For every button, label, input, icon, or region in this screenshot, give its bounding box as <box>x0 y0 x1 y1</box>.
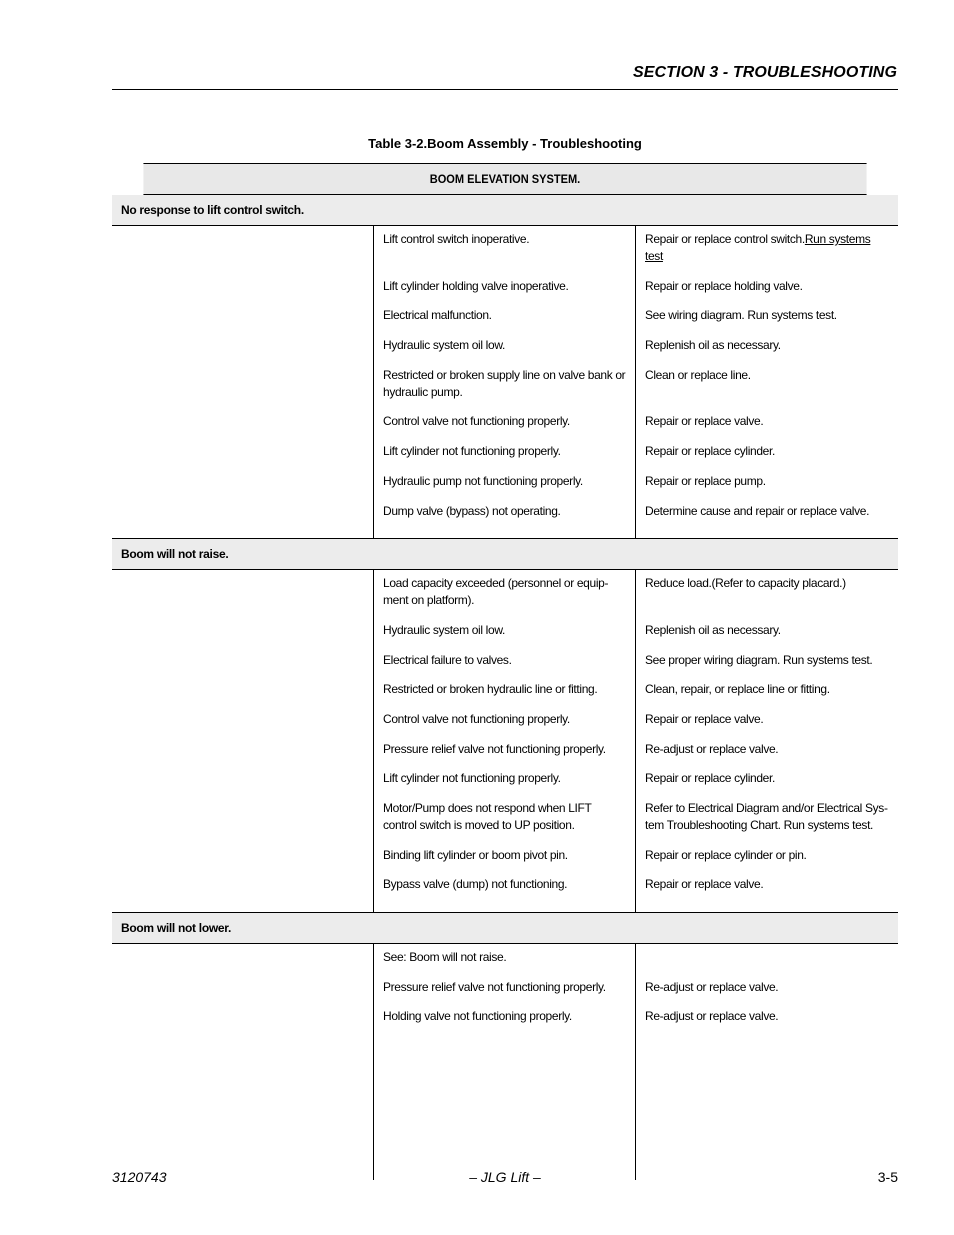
cause-cell: Motor/Pump does not respond when LIFT control switch is moved to UP position. <box>383 801 592 832</box>
remedy-column <box>636 226 898 538</box>
problem-column <box>112 226 374 538</box>
problem-group <box>112 570 898 913</box>
remedy-text: See wiring diagram. Run systems test. <box>645 308 837 323</box>
cause-cell: Hydraulic system oil low. <box>383 338 505 353</box>
problem-label: Boom will not raise. <box>121 547 229 562</box>
problem-header <box>112 195 898 226</box>
remedy-cell <box>645 847 890 864</box>
troubleshooting-table <box>112 163 898 1180</box>
remedy-text: Replenish oil as necessary. <box>645 622 781 637</box>
remedy-cell <box>645 503 890 520</box>
cause-cell: Dump valve (bypass) not operating. <box>383 503 561 518</box>
problem-label: No response to lift control switch. <box>121 203 304 217</box>
remedy-text: Repair or replace cylinder. <box>645 444 775 459</box>
remedy-text: Repair or replace valve. <box>645 711 764 726</box>
remedy-text: Repair or replace pump. <box>645 473 766 488</box>
footer-brand: – JLG Lift – <box>469 1169 541 1185</box>
header-rule <box>112 89 898 90</box>
remedy-cell <box>645 473 890 490</box>
remedy-cell <box>645 231 890 265</box>
doc-number: 3120743 <box>112 1169 167 1185</box>
cause-cell: See: Boom will not raise. <box>383 950 507 965</box>
table-body <box>112 195 898 1180</box>
cause-cell: Control valve not functioning properly. <box>383 711 570 726</box>
remedy-cell <box>645 337 890 354</box>
remedy-cell <box>645 876 890 893</box>
remedy-text: See proper wiring diagram. Run systems test. <box>645 652 873 667</box>
remedy-text: Refer to Electrical Diagram and/or Electrical Sys-tem Troubleshooting Chart. Run systems test. <box>645 801 888 832</box>
problem-column <box>112 944 374 1180</box>
cause-cell: Pressure relief valve not functioning properly. <box>383 741 606 756</box>
remedy-cell <box>645 800 890 834</box>
remedy-text: Clean, repair, or replace line or fitting. <box>645 682 830 697</box>
remedy-text: Repair or replace cylinder. <box>645 771 775 786</box>
cause-cell: Lift cylinder not functioning properly. <box>383 771 561 786</box>
page-number: 3-5 <box>877 1169 898 1185</box>
cause-cell: Pressure relief valve not functioning properly. <box>383 979 606 994</box>
cause-cell: Control valve not functioning properly. <box>383 414 570 429</box>
cause-cell: Hydraulic system oil low. <box>383 622 505 637</box>
cause-column <box>374 570 636 912</box>
remedy-text: Repair or replace cylinder or pin. <box>645 847 807 862</box>
remedy-text: Re-adjust or replace valve. <box>645 979 779 994</box>
remedy-cell <box>645 575 890 609</box>
problem-group <box>112 944 898 1180</box>
remedy-cell <box>645 770 890 787</box>
remedy-cell <box>645 413 890 430</box>
remedy-cell <box>645 278 890 295</box>
problem-group <box>112 226 898 539</box>
remedy-cell <box>645 681 890 698</box>
cause-cell: Binding lift cylinder or boom pivot pin. <box>383 847 568 862</box>
remedy-cell <box>645 741 890 758</box>
cause-cell: Restricted or broken supply line on valve bank or hydraulic pump. <box>383 367 626 399</box>
problem-label: Boom will not lower. <box>121 921 232 936</box>
remedy-text: Re-adjust or replace valve. <box>645 741 779 756</box>
remedy-text: Determine cause and repair or replace valve. <box>645 503 870 518</box>
remedy-text: Reduce load.(Refer to capacity placard.) <box>645 576 846 591</box>
remedy-text: Repair or replace valve. <box>645 877 764 892</box>
system-header <box>143 163 866 195</box>
system-title: BOOM ELEVATION SYSTEM. <box>429 172 581 186</box>
cause-cell: Lift cylinder holding valve inoperative. <box>383 278 569 293</box>
remedy-column <box>636 944 898 1180</box>
remedy-cell <box>645 949 890 966</box>
remedy-cell <box>645 443 890 460</box>
remedy-text: Re-adjust or replace valve. <box>645 1009 779 1024</box>
remedy-text: Clean or replace line. <box>645 367 751 382</box>
cause-cell: Lift cylinder not functioning properly. <box>383 444 561 459</box>
run-systems-test-link[interactable]: Run systems test <box>645 232 871 263</box>
remedy-cell <box>645 307 890 324</box>
remedy-cell <box>645 652 890 669</box>
remedy-column <box>636 570 898 912</box>
problem-header <box>112 913 898 944</box>
cause-cell: Lift control switch inoperative. <box>383 232 530 246</box>
cause-cell: Load capacity exceeded (personnel or equip-ment on platform). <box>383 576 609 608</box>
cause-column <box>374 226 636 538</box>
table-caption: Table 3-2.Boom Assembly - Troubleshooting <box>368 136 642 151</box>
problem-column <box>112 570 374 912</box>
remedy-cell <box>645 979 890 996</box>
remedy-text: Repair or replace holding valve. <box>645 278 803 293</box>
remedy-text: Repair or replace control switch. <box>645 232 805 246</box>
cause-cell: Bypass valve (dump) not functioning. <box>383 877 568 892</box>
remedy-cell <box>645 711 890 728</box>
remedy-cell <box>645 367 890 401</box>
cause-cell: Electrical failure to valves. <box>383 652 512 667</box>
remedy-text: Repair or replace valve. <box>645 414 764 429</box>
problem-header <box>112 539 898 570</box>
remedy-cell <box>645 1008 890 1025</box>
cause-cell: Restricted or broken hydraulic line or fitting. <box>383 682 598 697</box>
cause-cell: Hydraulic pump not functioning properly. <box>383 473 583 488</box>
cause-column <box>374 944 636 1180</box>
remedy-cell <box>645 622 890 639</box>
cause-cell: Electrical malfunction. <box>383 308 492 323</box>
cause-cell: Holding valve not functioning properly. <box>383 1009 572 1024</box>
section-title: SECTION 3 - TROUBLESHOOTING <box>632 64 897 81</box>
remedy-text: Replenish oil as necessary. <box>645 338 781 353</box>
